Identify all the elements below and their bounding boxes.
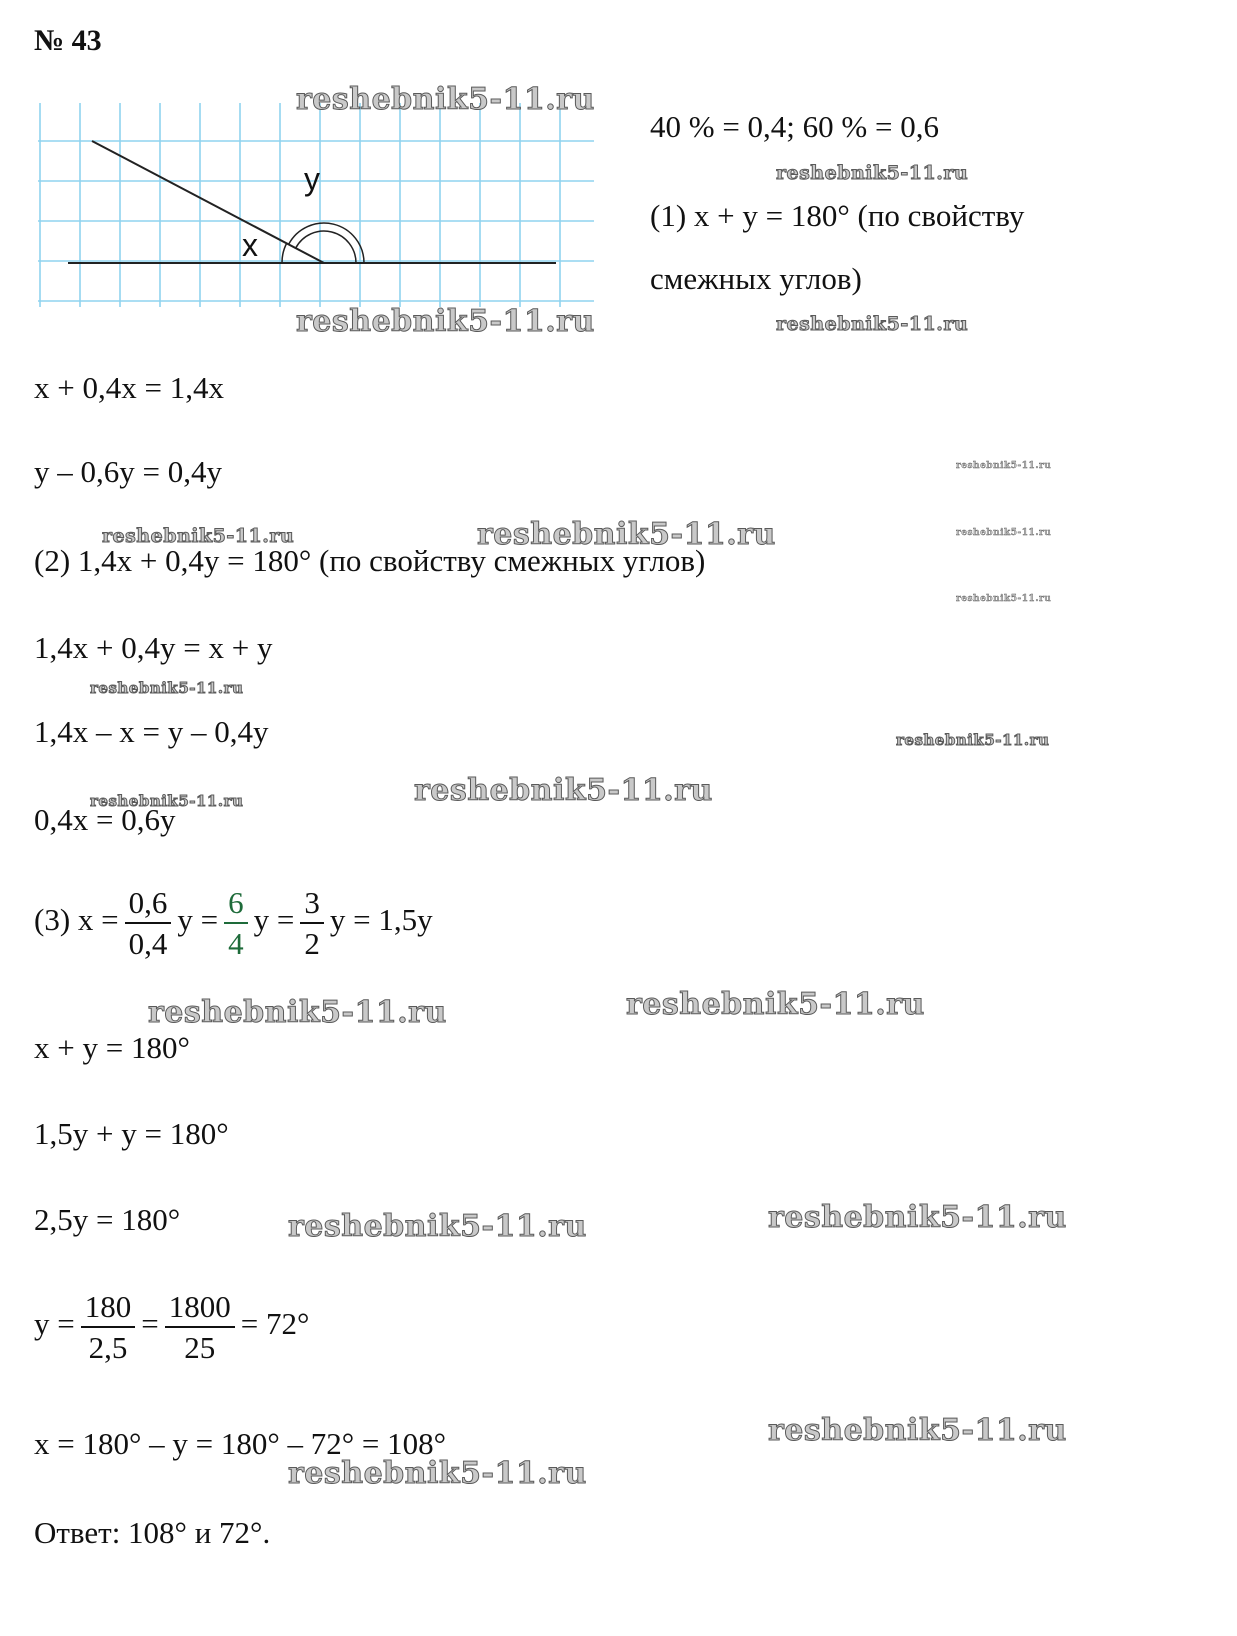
step-3: (2) 1,4x + 0,4y = 180° (по свойству смежных углов) — [34, 543, 706, 578]
problem-number: № 43 — [34, 24, 102, 57]
fraction-6-4: $\frac{6}{4}$ — [224, 887, 248, 959]
fraction-1800-25: $\frac{1800}{25}$ — [165, 1291, 235, 1363]
equation-1: (1) x + y = 180° (по свойству — [650, 198, 1025, 233]
percent-conversion: 40 % = 0,4; 60 % = 0,6 — [650, 109, 939, 144]
watermark: reshebnik5-11.ru — [776, 313, 969, 335]
watermark: reshebnik5-11.ru — [90, 679, 244, 697]
step-11-suffix: = 72° — [240, 1306, 310, 1342]
watermark: reshebnik5-11.ru — [956, 461, 1052, 471]
watermark: reshebnik5-11.ru — [296, 304, 595, 339]
watermark: reshebnik5-11.ru — [626, 987, 925, 1022]
watermark: reshebnik5-11.ru — [768, 1200, 1067, 1235]
angle-y-arc-inner — [296, 231, 356, 263]
step-11 — [34, 1291, 309, 1363]
watermark: reshebnik5-11.ru — [477, 517, 776, 552]
step-7-suffix: y = 1,5y — [329, 902, 433, 938]
angle-x-arc — [282, 243, 287, 263]
step-11-mid: = — [141, 1306, 159, 1342]
watermark: reshebnik5-11.ru — [148, 995, 447, 1030]
step-7-mid1: y = — [177, 902, 219, 938]
step-12: x = 180° – y = 180° – 72° = 108° — [34, 1426, 447, 1461]
equation-1-cont: смежных углов) — [650, 261, 862, 296]
watermark: reshebnik5-11.ru — [956, 594, 1052, 604]
watermark: reshebnik5-11.ru — [956, 528, 1052, 538]
answer: Ответ: 108° и 72°. — [34, 1515, 271, 1550]
label-x: x — [242, 227, 258, 263]
fraction-180-2.5: $\frac{180}{2,5}$ — [81, 1291, 136, 1363]
watermark: reshebnik5-11.ru — [288, 1456, 587, 1491]
watermark: reshebnik5-11.ru — [776, 162, 969, 184]
watermark: reshebnik5-11.ru — [296, 82, 595, 117]
step-11-prefix: y = — [34, 1306, 75, 1342]
step-7-prefix: (3) x = — [34, 902, 119, 938]
step-2: y – 0,6y = 0,4y — [34, 454, 222, 489]
step-7 — [34, 887, 433, 959]
watermark: reshebnik5-11.ru — [288, 1209, 587, 1244]
watermark: reshebnik5-11.ru — [102, 525, 295, 547]
step-5: 1,4x – x = y – 0,4y — [34, 714, 269, 749]
angle-diagram — [38, 103, 594, 307]
fraction-3-2: $\frac{3}{2}$ — [300, 887, 324, 959]
watermark: reshebnik5-11.ru — [90, 792, 244, 810]
step-8: x + y = 180° — [34, 1030, 190, 1065]
step-1: x + 0,4x = 1,4x — [34, 370, 224, 405]
step-6: 0,4x = 0,6y — [34, 802, 176, 837]
step-9: 1,5y + y = 180° — [34, 1116, 229, 1151]
label-y: y — [304, 161, 320, 197]
watermark: reshebnik5-11.ru — [414, 773, 713, 808]
watermark: reshebnik5-11.ru — [896, 731, 1050, 749]
step-7-mid2: y = — [253, 902, 295, 938]
step-4: 1,4x + 0,4y = x + y — [34, 630, 273, 665]
fraction-0.6-0.4: $\frac{0,6}{0,4}$ — [125, 887, 172, 959]
grid — [38, 103, 594, 307]
step-10: 2,5y = 180° — [34, 1202, 181, 1237]
watermark: reshebnik5-11.ru — [768, 1413, 1067, 1448]
